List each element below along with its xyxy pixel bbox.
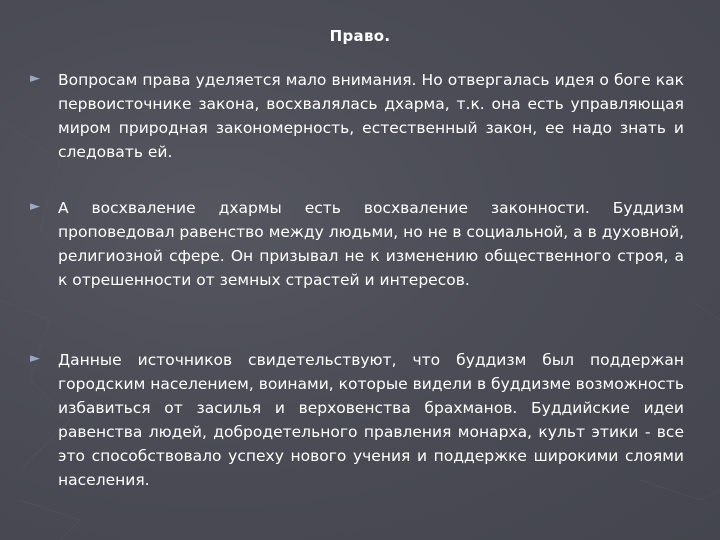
bullet-arrow-icon: ►: [30, 199, 40, 214]
slide-title: Право.: [329, 27, 391, 45]
bullet-text: Данные источников свидетельствуют, что буддизм был поддержан городским населением, воинами, которые видели в буддизме возможность избавиться от засилья и верховенства брахманов. Буддийские идеи равенства людей, добродетельного правления монарха, культ этики - все это способствовало успеху нового учения и поддержке широкими слоями населения.: [58, 351, 684, 489]
bullet-text: А восхваление дхармы есть восхваление законности. Буддизм проповедовал равенство между людьми, но не в социальной, а в духовной, религиозной сфере. Он призывал не к изменению общественного строя, а к отрешенности от земных страстей и интересов.: [58, 199, 684, 289]
bullet-arrow-icon: ►: [30, 71, 40, 86]
bullet-text: Вопросам права уделяется мало внимания. Но отвергалась идея о боге как первоисточнике закона, восхвалялась дхарма, т.к. она есть управляющая миром природная закономерность, естественный закон, ее надо знать и следовать ей.: [58, 71, 684, 161]
bullet-arrow-icon: ►: [30, 351, 40, 366]
